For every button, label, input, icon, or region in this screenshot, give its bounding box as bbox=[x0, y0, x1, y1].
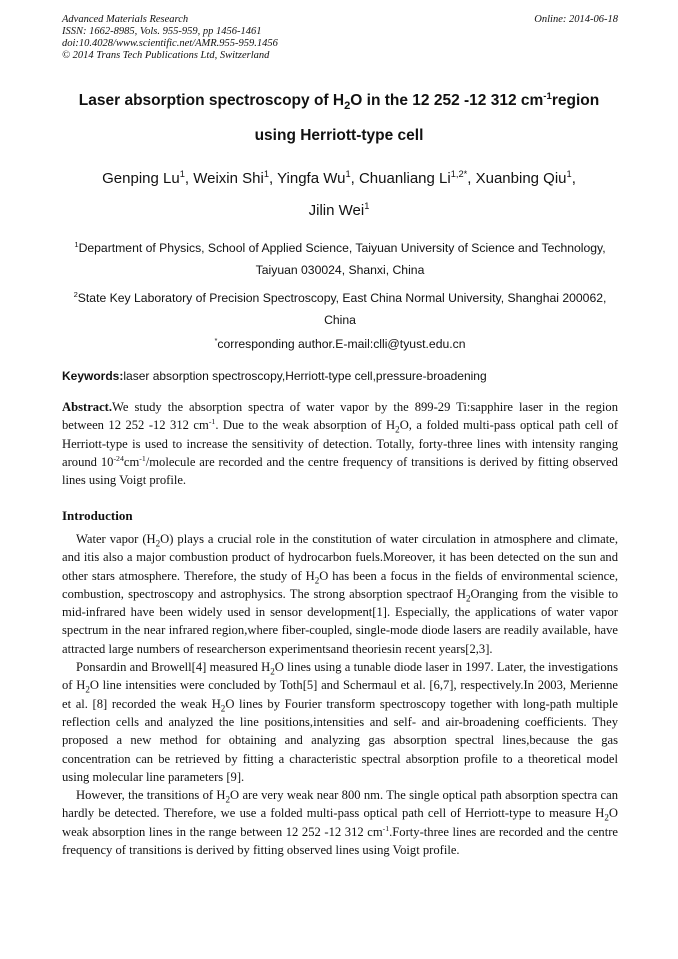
paragraph: Ponsardin and Browell[4] measured $H_2O$ lines using a tunable diode laser in 1997. Later, the investigations of $H_2O$ line intensities were concluded by Toth[5] and Schermaul et al. [6,7], respectively.In 2003, Merienne et al. [8] recorded the weak $H_2O$ lines by Fourier transform spectroscopy together with long-path multiple reflection cells and analyzed the line positions,intensities and self- and air-broadening coefficients. They proposed a new method for obtaining and analyzing gas absorption spectral lines,because the gas concentration can be retrieved by fitting a characteristic spectral absorption profile to a theoretical model using molecular line parameters [9]. bbox=[62, 660, 619, 784]
author-name: Yingfa Wu bbox=[277, 170, 346, 187]
author-list-line2: Jilin Wei$^1$ bbox=[308, 201, 370, 219]
author-name: Chuanliang Li bbox=[358, 170, 451, 187]
paragraph: Water vapor $(H_2O)$ plays a crucial role in the constitution of water circulation in atmosphere and climate, and itis also a major combustion product of hydrocarbon fuels.Moreover, it has been detected on the sun and other stars atmosphere. Therefore, the study of $H_2O$ has been a focus in the fields of environmental science, combustion, spectroscopy and astrophysics. The strong absorption spectraof $H_2Oranging$ from the visible to mid-infrared have been widely used in sensor development[1]. Especially, the applications of water vapor spectrum in the near infrared region,where fiber-coupled, single-mode diode lasers are readily available, have attracted large numbers of researcherson experimentsand theoriesin recent years[2,3]. bbox=[62, 532, 618, 656]
author-name: Xuanbing Qiu bbox=[475, 170, 567, 187]
corresponding-author: *corresponding author.E-mail:clli@tyust.edu.cn bbox=[214, 335, 466, 351]
keywords-label: Keywords: bbox=[62, 369, 124, 383]
section-heading-introduction: Introduction bbox=[62, 508, 133, 523]
doi-line: doi:10.4028/www.scientific.net/AMR.955-959.1456 bbox=[62, 38, 278, 49]
affiliation-1: $^1$Department of Physics, School of Applied Science, Taiyuan University of Science and Technology, Taiyuan 030024, Shanxi, China bbox=[74, 239, 606, 277]
paper-title: Laser absorption spectroscopy of $H_2O$ in the 12 252 -12 312 $cm^{-1}region$ bbox=[78, 90, 600, 113]
affiliation-2: $^2$State Key Laboratory of Precision Spectroscopy, East China Normal University, Shanghai 200062, China bbox=[73, 289, 607, 327]
abstract: Abstract.We study the absorption spectra of water vapor by the 899-29 Ti:sapphire laser in the region between 12 252 -12 312 $cm^{-1}$. Due to the weak absorption of $H_2O$, a folded multi-pass optical path cell of Herriott-type is used to increase the sensitivity of detection. Totally, forty-three lines with intensity ranging around $10^{-24}cm^{-1}$/molecule are recorded and the centre frequency of transitions is derived by fitting observed lines using Voigt profile. bbox=[62, 400, 619, 488]
issn-line: ISSN: 1662-8985, Vols. 955-959, pp 1456-1461 bbox=[62, 26, 262, 37]
journal-name: Advanced Materials Research bbox=[62, 14, 189, 25]
paragraph: However, the transitions of $H_2O$ are very weak near 800 nm. The single optical path absorption spectra can hardly be detected. Therefore, we use a folded multi-pass optical path cell of Herriott-type to measure $H_2O$ weak absorption lines in the range between 12 252 -12 312 $cm^{-1}.Forty$-three lines are recorded and the centre frequency of transitions is derived by fitting observed lines using Voigt profile. bbox=[62, 788, 618, 858]
keywords bbox=[62, 369, 618, 383]
author-name: Jilin Wei bbox=[308, 202, 365, 219]
journal-header bbox=[62, 14, 618, 62]
copyright-line: © 2014 Trans Tech Publications Ltd, Switzerland bbox=[62, 50, 270, 61]
online-date: Online: 2014-06-18 bbox=[534, 14, 618, 25]
introduction-body bbox=[62, 530, 618, 859]
author-name: Genping Lu bbox=[102, 170, 180, 187]
abstract-label: Abstract. bbox=[62, 400, 113, 414]
author-list: Genping Lu$^1$, Weixin Shi$^1$, Yingfa Wu$^1$, Chuanliang $Li^{1,2*}$, Xuanbing Qiu$^1$, bbox=[102, 169, 576, 187]
keywords-text: laser absorption spectroscopy,Herriott-type cell,pressure-broadening bbox=[123, 369, 487, 383]
author-name: Weixin Shi bbox=[193, 170, 264, 187]
paper-title-line2: using Herriott-type cell bbox=[254, 127, 424, 144]
